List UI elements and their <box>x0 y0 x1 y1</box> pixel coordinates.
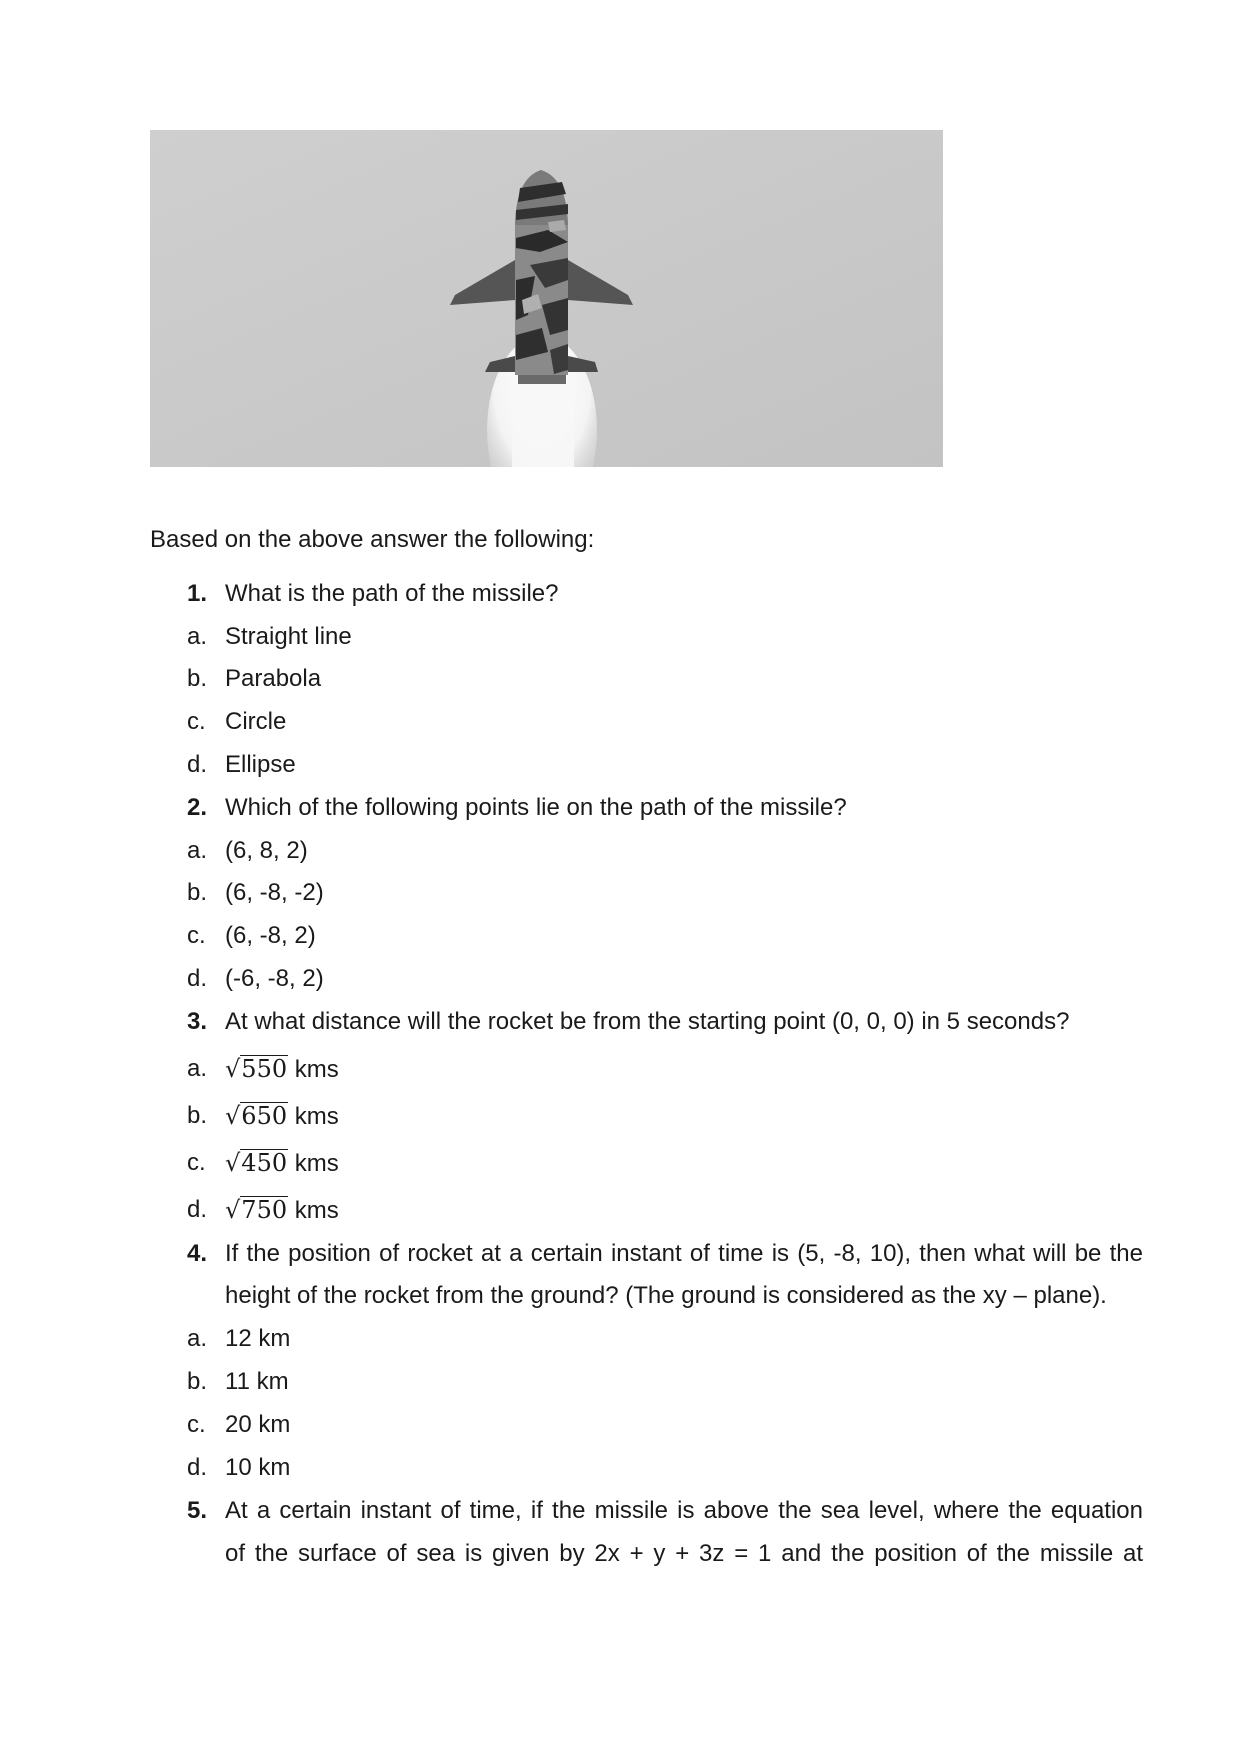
option-text: (-6, -8, 2) <box>225 965 324 992</box>
option-text: (6, -8, 2) <box>225 922 316 949</box>
question-number: 1. <box>187 580 208 607</box>
option-letter: d. <box>187 965 208 992</box>
unit: kms <box>294 1056 339 1083</box>
option-text: 12 km <box>225 1325 291 1352</box>
option-text: (6, -8, -2) <box>225 879 324 906</box>
option-letter: a. <box>187 623 208 650</box>
question-text-line-1: At a certain instant of time, if the missile is above the sea level, where the equation <box>225 1497 1143 1524</box>
sqrt-symbol: √450 <box>225 1149 288 1177</box>
option-letter: d. <box>187 1196 208 1223</box>
question-number: 5. <box>187 1497 208 1524</box>
option-text: (6, 8, 2) <box>225 837 308 864</box>
sqrt-symbol: √650 <box>225 1102 288 1130</box>
question-text-line-1: If the position of rocket at a certain instant of time is (5, -8, 10), then what will be the <box>225 1240 1143 1267</box>
option-letter: b. <box>187 879 208 906</box>
missile-photo <box>150 130 943 467</box>
option-text <box>225 1053 1143 1086</box>
option-text <box>225 1147 1143 1180</box>
unit: kms <box>294 1150 339 1177</box>
option-letter: d. <box>187 751 208 778</box>
option-letter: a. <box>187 1325 208 1352</box>
unit: kms <box>294 1103 339 1130</box>
option-letter: a. <box>187 837 208 864</box>
option-letter: c. <box>187 1411 206 1438</box>
option-text: 11 km <box>225 1368 289 1395</box>
option-letter: b. <box>187 665 208 692</box>
option-letter: d. <box>187 1454 208 1481</box>
question-number: 4. <box>187 1240 208 1267</box>
option-text: 20 km <box>225 1411 291 1438</box>
option-letter: a. <box>187 1055 208 1082</box>
question-text-line-2: of the surface of sea is given by 2x + y + 3z = 1 and the position of the missile at <box>225 1540 1143 1567</box>
option-letter: c. <box>187 1149 206 1176</box>
radicand: 550 <box>241 1055 288 1083</box>
radicand: 450 <box>241 1149 288 1177</box>
radicand: 650 <box>241 1102 288 1130</box>
option-text: Circle <box>225 708 287 735</box>
sqrt-symbol: √750 <box>225 1196 288 1224</box>
option-text: Ellipse <box>225 751 296 778</box>
radicand: 750 <box>241 1196 288 1224</box>
question-text: What is the path of the missile? <box>225 580 559 607</box>
option-letter: b. <box>187 1102 208 1129</box>
question-text: Which of the following points lie on the path of the missile? <box>225 794 847 821</box>
option-letter: c. <box>187 922 206 949</box>
missile-illustration <box>150 130 943 467</box>
option-text <box>225 1194 1143 1227</box>
option-text <box>225 1100 1143 1133</box>
sqrt-symbol: √550 <box>225 1055 288 1083</box>
option-text: 10 km <box>225 1454 291 1481</box>
question-number: 3. <box>187 1008 208 1035</box>
question-text-line-2: height of the rocket from the ground? (The ground is considered as the xy – plane). <box>225 1282 1107 1309</box>
option-letter: c. <box>187 708 206 735</box>
question-number: 2. <box>187 794 208 821</box>
option-letter: b. <box>187 1368 208 1395</box>
intro-text: Based on the above answer the following: <box>150 526 595 553</box>
option-text: Straight line <box>225 623 352 650</box>
question-text: At what distance will the rocket be from the starting point (0, 0, 0) in 5 seconds? <box>225 1008 1070 1035</box>
option-text: Parabola <box>225 665 322 692</box>
unit: kms <box>294 1197 339 1224</box>
